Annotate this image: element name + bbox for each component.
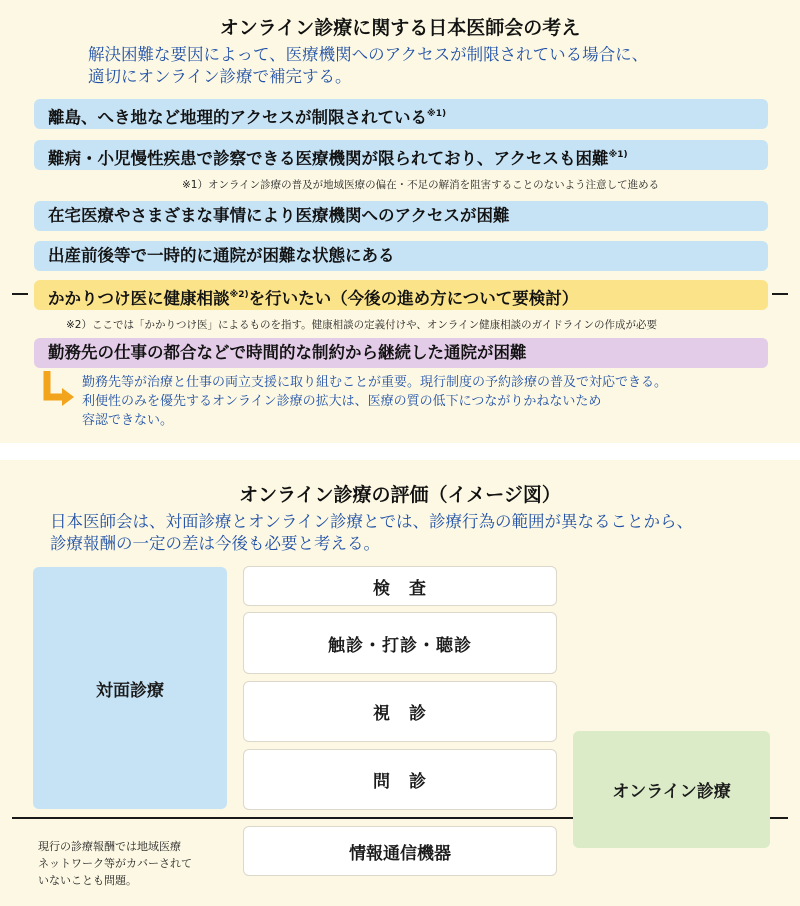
online-care-label: オンライン診療 [612, 782, 731, 802]
palpation-label: 触診・打診・聴診 [328, 635, 472, 656]
case-bar-text: 離島、へき地など地理的アクセスが制限されている [48, 108, 428, 127]
in-person-care-label: 対面診療 [96, 680, 164, 701]
case-bar-text: 勤務先の仕事の都合などで時間的な制約から継続した通院が困難 [48, 343, 527, 362]
exam-item-label: 検 査 [373, 578, 427, 599]
policy-panel [0, 0, 800, 443]
evaluation-lead-line2: 診療報酬の一定の差は今後も必要と考える。 [50, 534, 380, 553]
footnote-mark-1: ※1) [608, 150, 628, 160]
footnote-1: ※1）オンライン診療の普及が地域医療の偏在・不足の解消を阻害することのないよう注意して進める [182, 179, 660, 191]
evaluation-lead-line1: 日本医師会は、対面診療とオンライン診療とでは、診療行為の範囲が異なることから、 [50, 512, 694, 531]
case-bar-pregnancy [34, 241, 768, 271]
interview-box [243, 749, 557, 810]
evaluation-lead [50, 511, 693, 555]
exam-item-box [243, 566, 557, 606]
footnote-2: ※2）ここでは「かかりつけ医」によるものを指す。健康相談の定義付けや、オンライン健康相談のガイドラインの作成が必要 [66, 319, 657, 331]
interview-label: 問 診 [373, 772, 427, 792]
case-bar-text: 在宅医療やさまざまな事情により医療機関へのアクセスが困難 [48, 206, 510, 225]
case-bar-health-consultation [34, 280, 768, 310]
reimbursement-note-line3: いないことも問題。 [38, 874, 137, 887]
case-bar-text-before: かかりつけ医に健康相談 [48, 289, 230, 308]
case-bar-intractable-disease [34, 140, 768, 170]
inspection-label: 視 診 [373, 704, 427, 724]
case-bar-text: 難病・小児慢性疾患で診察できる医療機関が限られており、アクセスも困難 [48, 149, 609, 168]
case-bar-work-schedule [34, 338, 768, 368]
case-bar-home-care [34, 201, 768, 231]
footnote-mark-2: ※2) [229, 290, 249, 300]
explanation-line3: 容認できない。 [82, 413, 174, 428]
inspection-box [243, 681, 557, 742]
case-bar-text-after: を行いたい（今後の進め方について要検討） [248, 289, 579, 308]
policy-lead-line2: 適切にオンライン診療で補完する。 [88, 67, 352, 86]
reimbursement-note [38, 838, 192, 889]
reimbursement-note-line1: 現行の診療報酬では地域医療 [38, 840, 181, 853]
ict-device-label: 情報通信機器 [349, 843, 451, 864]
ict-device-box [243, 826, 557, 876]
explanation-line1: 勤務先等が治療と仕事の両立支援に取り組むことが重要。現行制度の予約診療の普及で対応できる。 [82, 375, 668, 390]
right-arrow-icon [42, 369, 76, 409]
case-bar-text: 出産前後等で一時的に通院が困難な状態にある [48, 246, 395, 265]
work-schedule-explanation [82, 373, 667, 430]
policy-title: オンライン診療に関する日本医師会の考え [219, 17, 581, 39]
policy-lead-line1: 解決困難な要因によって、医療機関へのアクセスが制限されている場合に、 [88, 45, 649, 64]
footnote-mark-1: ※1) [427, 109, 447, 119]
case-bar-remote-islands [34, 99, 768, 129]
reimbursement-note-line2: ネットワーク等がカバーされて [38, 857, 192, 870]
explanation-line2: 利便性のみを優先するオンライン診療の拡大は、医療の質の低下につながりかねないため [82, 394, 602, 409]
palpation-box [243, 612, 557, 674]
divider-line-right [772, 293, 788, 295]
online-care-box [573, 731, 770, 848]
evaluation-title: オンライン診療の評価（イメージ図） [239, 484, 561, 506]
policy-lead [88, 44, 648, 88]
divider-line-left [12, 293, 28, 295]
in-person-care-box [33, 567, 227, 809]
